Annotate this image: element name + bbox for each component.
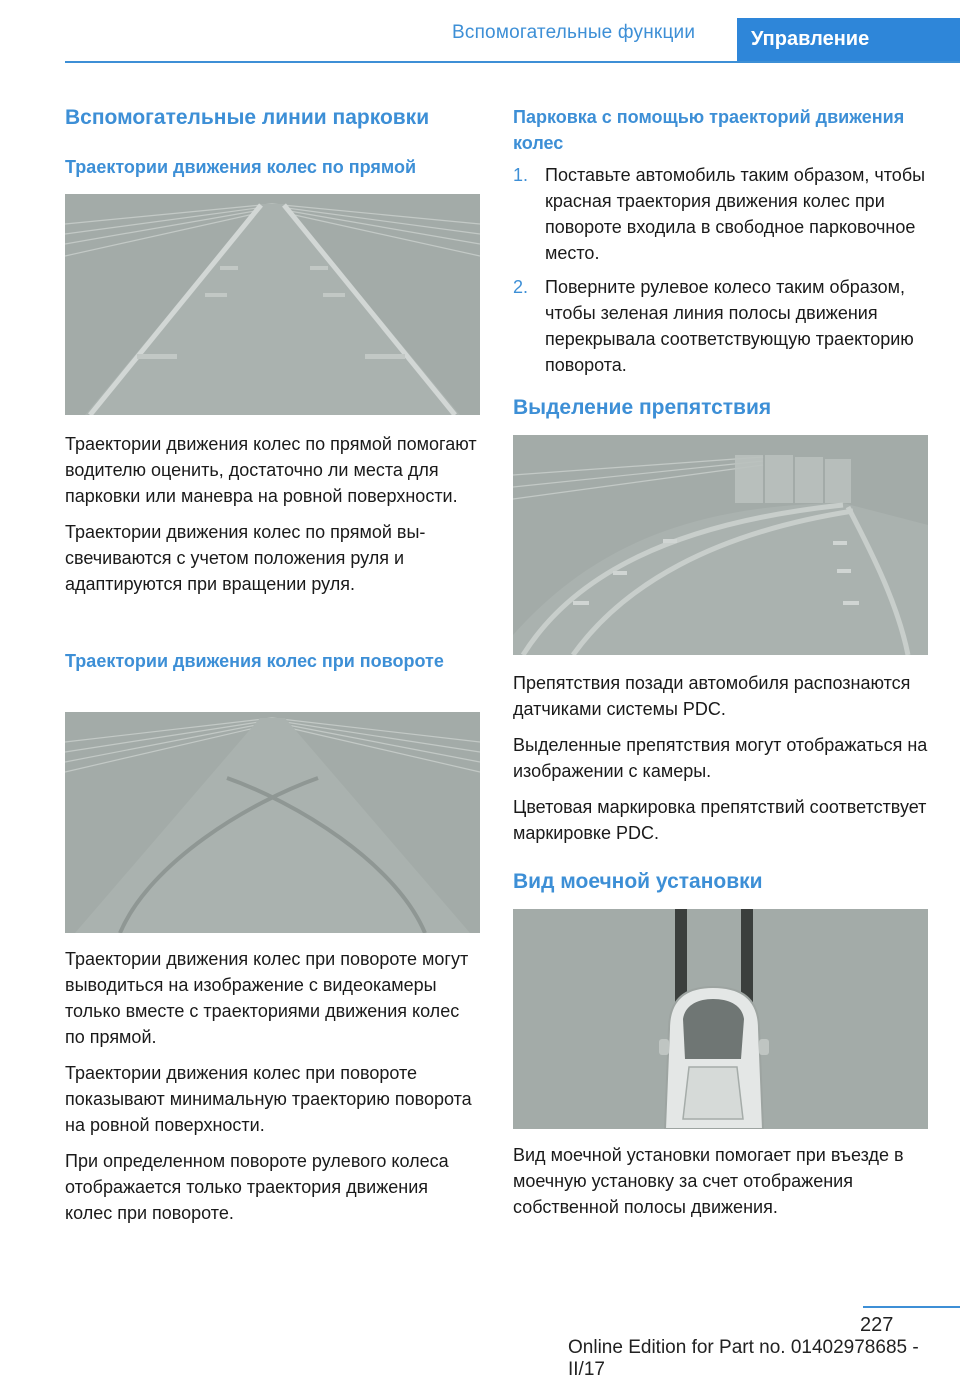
header-divider: [65, 61, 960, 63]
step-item: [513, 162, 928, 266]
step-number: 1.: [513, 165, 529, 185]
step-text: Поверните рулевое колесо таким образом, чтобы зеленая линия полосы движения перекрывала соответствующую траекторию поворота.: [545, 277, 914, 375]
left-sub1-block: [65, 154, 480, 180]
step-number: 2.: [513, 277, 529, 297]
left-title-block: [65, 106, 480, 130]
subheading-turning-tracks: Траектории движения колес при повороте: [65, 651, 444, 671]
paragraph: При определенном повороте рулевого колеса отображается только траектория движения колес при повороте.: [65, 1151, 449, 1223]
paragraph: Траектории движения колес при повороте могут выводиться на изображение с видеокамеры только вместе с траекториями движения колес по прямой.: [65, 949, 469, 1047]
subheading-straight-tracks: Траектории движения колес по прямой: [65, 157, 417, 177]
left-text-block-2: [65, 946, 480, 1226]
figure-car-wash-view: [513, 909, 928, 1129]
right-text-block-2: [513, 1142, 928, 1220]
left-text-block-1: [65, 431, 480, 597]
subheading-parking-with-tracks: Парковка с помощью траекторий движения колес: [513, 107, 905, 153]
subheading-obstacle-marking: Выделение препятствия: [513, 396, 772, 419]
page-number: 227: [860, 1314, 894, 1336]
paragraph: Траектории движения колес по прямой высвечиваются с учетом положения руля и адаптируются при вращении руля.: [65, 522, 426, 594]
right-sub3-block: [513, 870, 928, 894]
straight-tracks-illustration: [65, 194, 480, 415]
right-text-block-1: [513, 670, 928, 846]
paragraph: Траектории движения колес при повороте показывают минимальную траекторию поворота на ровной поверхности.: [65, 1063, 472, 1135]
page-title: Вспомогательные линии парковки: [65, 106, 430, 129]
right-steps-block: [513, 162, 928, 386]
obstacle-marking-illustration: [513, 435, 928, 655]
figure-obstacle-marking: [513, 435, 928, 655]
footer-divider: [863, 1306, 960, 1308]
left-sub2-block: [65, 648, 480, 674]
edition-note: Online Edition for Part no. 01402978685 - II/17: [568, 1337, 919, 1380]
figure-turning-tracks: [65, 712, 480, 933]
figure-straight-tracks: [65, 194, 480, 415]
paragraph: Препятствия позади автомобиля распознаются датчиками системы PDC.: [513, 673, 911, 719]
header-chapter-tab[interactable]: Управление: [737, 18, 960, 62]
right-sub1-block: [513, 104, 928, 156]
subheading-car-wash-view: Вид моечной установки: [513, 870, 763, 893]
paragraph: Траектории движения колес по прямой помогают водителю оценить, достаточно ли места для парковки или маневра на ровной поверхности.: [65, 434, 477, 506]
paragraph: Выделенные препятствия могут отображаться на изображении с камеры.: [513, 735, 928, 781]
steps-list: [513, 162, 928, 378]
paragraph: Вид моечной установки помогает при въезде в моечную установку за счет отображения собственной полосы движения.: [513, 1145, 904, 1217]
right-sub2-block: [513, 396, 928, 420]
step-text: Поставьте автомобиль таким образом, чтобы красная траектория движения колес при повороте входила в свободное парковочное место.: [545, 165, 926, 263]
step-item: [513, 274, 928, 378]
turning-tracks-illustration: [65, 712, 480, 933]
paragraph: Цветовая маркировка препятствий соответствует маркировке PDC.: [513, 797, 927, 843]
car-wash-illustration: [513, 909, 928, 1129]
header-section-title: Вспомогательные функции: [452, 22, 696, 43]
